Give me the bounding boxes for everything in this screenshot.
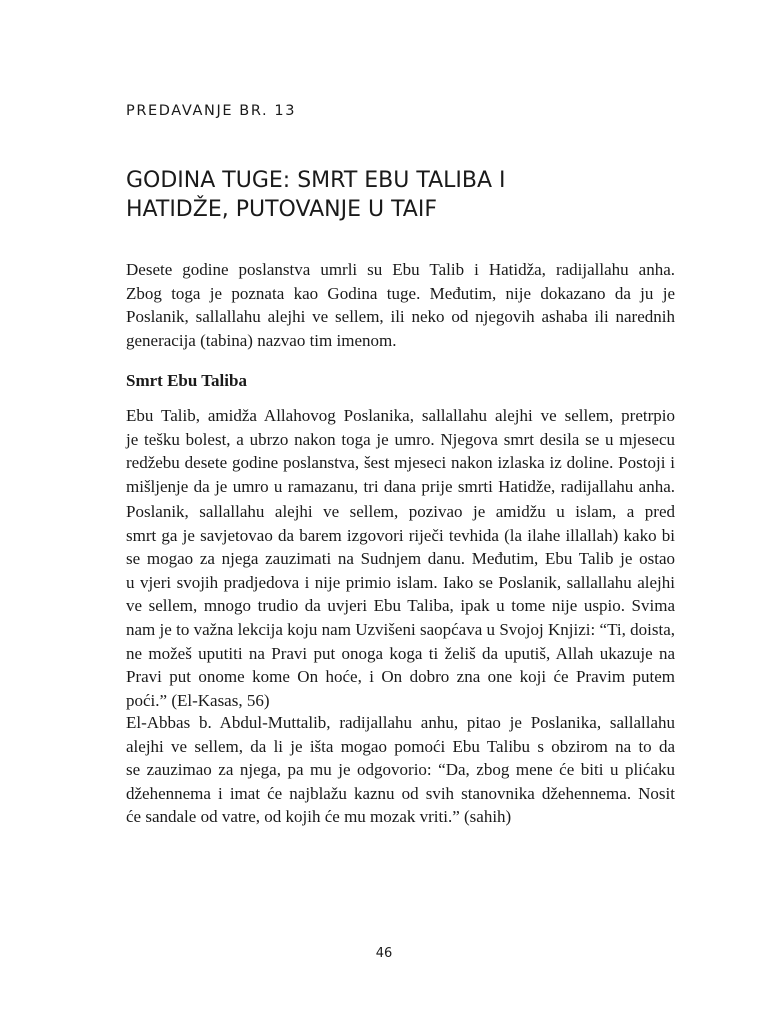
- paragraph-3-line: [126, 735, 675, 759]
- paragraph-2-line: [126, 689, 675, 713]
- paragraph-3-line: [126, 782, 675, 806]
- intro-line: [126, 329, 675, 353]
- paragraph-3-line-text: alejhi ve sellem, da li je išta mogao pomoći Ebu Talibu s obzirom na to da: [126, 736, 675, 756]
- intro-paragraph-main: [126, 258, 675, 352]
- paragraph-2-line-text: se mogao za njega zauzimati na Sudnjem danu. Međutim, Ebu Talib je ostao: [126, 549, 675, 569]
- intro-line-2-text: Zbog toga je poznata kao Godina tuge. Međutim, nije dokazano da ju je: [126, 283, 675, 303]
- intro-line-3-text: Poslanik, sallallahu alejhi ve sellem, ili neko od njegovih ashaba ili narednih: [126, 307, 675, 327]
- paragraph-1-line: [126, 451, 675, 475]
- paragraph-2-line-text: u vjeri svojih pradjedova i nije primio islam. Iako se Poslanik, sallallahu alejhi: [126, 572, 675, 592]
- paragraph-3-line-text: El-Abbas b. Abdul-Muttalib, radijallahu anhu, pitao je Poslanika, sallallahu: [126, 713, 675, 732]
- paragraph-3-line-text: džehennema i imat će najblažu kaznu od svih stanovnika džehennema. Nosit: [126, 783, 675, 803]
- paragraph-1-line: [126, 475, 675, 499]
- paragraph-2-line: [126, 500, 675, 524]
- paragraph-2-line-text: Pravi put onome kome On hoće, i On dobro zna one koji će Pravim putem: [126, 667, 675, 687]
- paragraph-2-line: [126, 665, 675, 689]
- paragraph-3: [126, 711, 675, 829]
- page-number: 46: [375, 946, 393, 961]
- paragraph-2-line: [126, 571, 675, 595]
- intro-line-4-text: generacija (tabina) nazvao tim imenom.: [126, 330, 397, 350]
- paragraph-2-line-text: poći.” (El-Kasas, 56): [126, 690, 270, 710]
- paragraph-2-line: [126, 594, 675, 618]
- paragraph-2-line: [126, 618, 675, 642]
- paragraph-1-line-text: mišljenje da je umro u ramazanu, tri dana prije smrti Hatidže, radijallahu anha.: [126, 476, 675, 496]
- paragraph-2-line-text: ve sellem, mnogo trudio da uvjeri Ebu Taliba, ipak u tome nije uspio. Svima: [126, 596, 675, 616]
- paragraph-2-line-text: smrt ga je savjetovao da barem izgovori riječi tevhida (la ilahe illallah) kako bi: [126, 525, 675, 545]
- paragraph-1-line-text: Ebu Talib, amidža Allahovog Poslanika, sallallahu alejhi ve sellem, pretrpio: [126, 406, 675, 425]
- paragraph-3-line: [126, 805, 675, 829]
- paragraph-1-line: [126, 428, 675, 452]
- paragraph-2: [126, 500, 675, 712]
- paragraph-2-line-text: nam je to važna lekcija koju nam Uzvišeni saopćava u Svojoj Knjizi: “Ti, doista,: [126, 619, 675, 639]
- lecture-label: PREDAVANJE BR. 13: [126, 103, 297, 119]
- paragraph-1-line-text: je tešku bolest, a ubrzo nakon toga je umro. Njegova smrt desila se u mjesecu: [126, 429, 675, 449]
- paragraph-3-line: [126, 758, 675, 782]
- chapter-title-line: HATIDŽE, PUTOVANJE U TAIF: [126, 197, 437, 222]
- paragraph-2-line: [126, 547, 675, 571]
- paragraph-3-line-text: će sandale od vatre, od kojih će mu mozak vriti.” (sahih): [126, 807, 512, 827]
- chapter-title: [126, 166, 646, 224]
- intro-line: [126, 282, 675, 306]
- section-heading: Smrt Ebu Taliba: [126, 371, 247, 390]
- paragraph-3-line-text: se zauzimao za njega, pa mu je odgovorio: “Da, zbog mene će biti u plićaku: [126, 760, 675, 780]
- paragraph-1-line: [126, 404, 675, 428]
- paragraph-2-line-text: ne možeš uputiti na Pravi put onoga koga ti želiš da uputiš, Allah ukazuje na: [126, 643, 675, 663]
- paragraph-2-line: [126, 524, 675, 548]
- paragraph-1: [126, 404, 675, 498]
- paragraph-2-line-text: Poslanik, sallallahu alejhi ve sellem, pozivao je amidžu u islam, a pred: [126, 502, 675, 521]
- intro-line-1-text: Desete godine poslanstva umrli su Ebu Talib i Hatidža, radijallahu anha.: [126, 260, 675, 279]
- paragraph-1-line-text: redžebu desete godine poslanstva, šest mjeseci nakon izlaska iz doline. Postoji i: [126, 453, 675, 473]
- chapter-title-line: GODINA TUGE: SMRT EBU TALIBA I: [126, 168, 506, 193]
- paragraph-3-line: [126, 711, 675, 735]
- intro-line: [126, 258, 675, 282]
- intro-line: [126, 305, 675, 329]
- paragraph-2-line: [126, 642, 675, 666]
